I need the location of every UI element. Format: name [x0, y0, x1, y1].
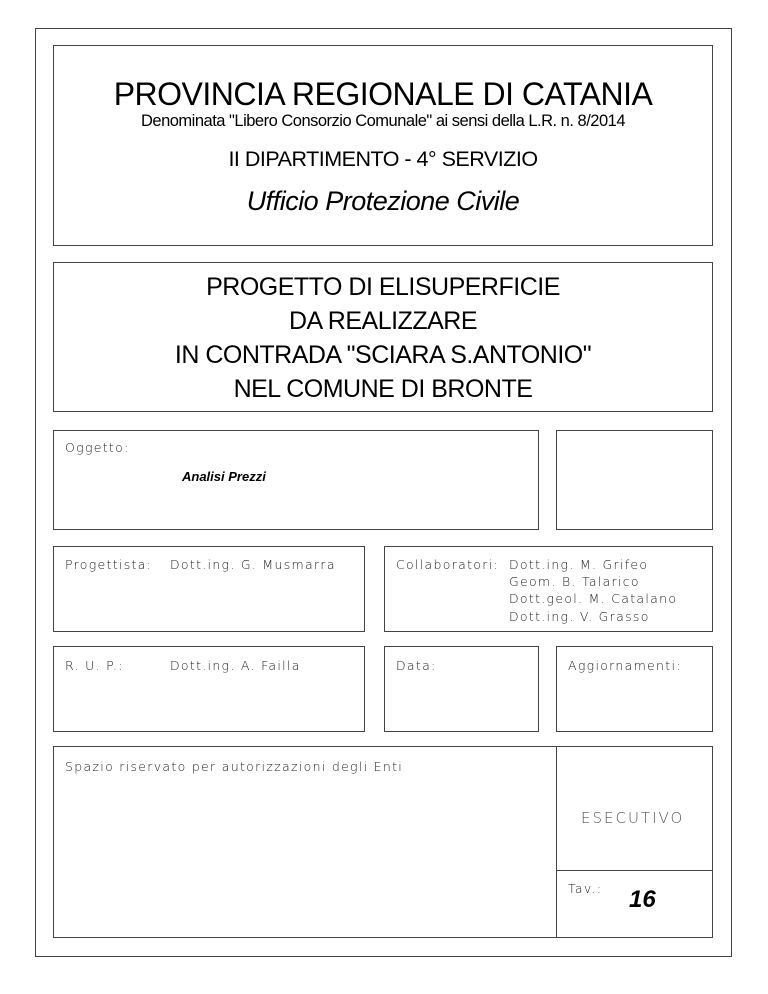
collaborator-name: Dott.geol. M. Catalano: [509, 591, 678, 606]
rup-label: R. U. P.:: [65, 658, 124, 673]
tav-box: [556, 870, 713, 938]
department: II DIPARTIMENTO - 4° SERVIZIO: [228, 147, 538, 171]
oggetto-box: [53, 430, 539, 530]
header-block: [53, 45, 713, 246]
rup-box: [53, 646, 365, 732]
org-subtitle: Denominata "Libero Consorzio Comunale" ai sensi della L.R. n. 8/2014: [140, 112, 625, 130]
rup-value: Dott.ing. A. Failla: [170, 658, 301, 673]
project-block: [53, 262, 713, 412]
progettista-value: Dott.ing. G. Musmarra: [170, 557, 336, 572]
org-title: PROVINCIA REGIONALE DI CATANIA: [113, 76, 653, 112]
progettista-box: [53, 546, 365, 632]
tav-number: 16: [629, 886, 656, 913]
phase-box: [556, 746, 713, 871]
project-line: IN CONTRADA "SCIARA S.ANTONIO": [174, 341, 592, 369]
project-line: NEL COMUNE DI BRONTE: [233, 375, 533, 403]
stamp-box: [556, 430, 713, 530]
oggetto-value: Analisi Prezzi: [182, 469, 266, 484]
tav-label: Tav.:: [568, 881, 603, 896]
collaboratori-box: [384, 546, 713, 632]
oggetto-label: Oggetto:: [65, 440, 130, 455]
project-line: DA REALIZZARE: [289, 307, 477, 335]
office: Ufficio Protezione Civile: [246, 186, 520, 216]
aggiornamenti-label: Aggiornamenti:: [568, 658, 682, 673]
collaborator-name: Dott.ing. M. Grifeo: [509, 557, 649, 572]
data-label: Data:: [396, 658, 437, 673]
data-box: [384, 646, 539, 732]
aggiornamenti-box: [556, 646, 713, 732]
collaborator-name: Dott.ing. V. Grasso: [509, 609, 650, 624]
authorization-label: Spazio riservato per autorizzazioni degli Enti: [65, 759, 404, 774]
phase-label: ESECUTIVO: [581, 809, 685, 827]
project-line: PROGETTO DI ELISUPERFICIE: [206, 273, 560, 301]
collaboratori-label: Collaboratori:: [396, 557, 499, 572]
progettista-label: Progettista:: [65, 557, 153, 572]
collaborator-name: Geom. B. Talarico: [509, 574, 640, 589]
